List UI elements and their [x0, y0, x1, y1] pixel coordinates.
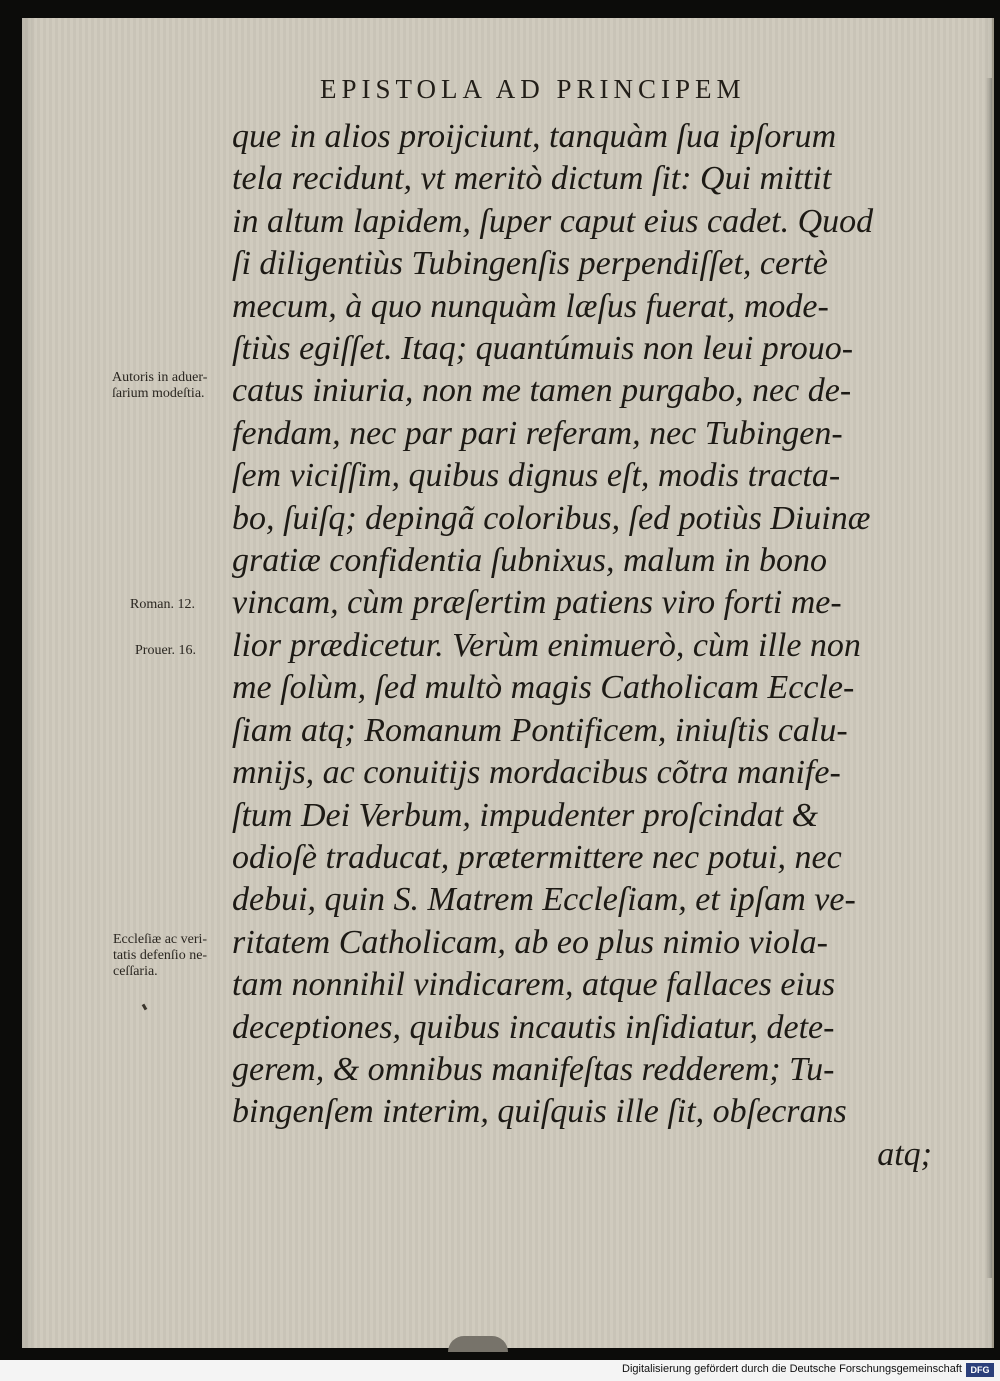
text-line: debui, quin S. Matrem Eccleſiam, et ipſam ve-	[232, 881, 856, 919]
text-line: lior prædicetur. Verùm enimuerò, cùm ille non	[232, 626, 861, 664]
margin-note-line: Roman. 12.	[130, 597, 195, 612]
text-line: ſtiùs egiſſet. Itaq; quantúmuis non leui prouo-	[232, 330, 854, 368]
footer-bar	[0, 1360, 1000, 1381]
funding-credit: Digitalisierung gefördert durch die Deutsche Forschungsgemeinschaft	[622, 1363, 962, 1375]
margin-note-line: tatis defenſio ne-	[113, 948, 208, 963]
text-line: que in alios proijciunt, tanquàm ſua ipſorum	[232, 118, 837, 155]
margin-note-line: Prouer. 16.	[135, 643, 197, 658]
text-line: ſem viciſſim, quibus dignus eſt, modis tracta-	[232, 457, 841, 495]
text-line: ſi diligentiùs Tubingenſis perpendiſſet, certè	[232, 245, 828, 283]
text-line: ritatem Catholicam, ab eo plus nimio viola-	[232, 923, 828, 961]
margin-note-line: ſarium modeſtia.	[112, 386, 205, 401]
text-line: mecum, à quo nunquàm læſus fuerat, mode-	[232, 287, 829, 325]
text-line: me ſolùm, ſed multò magis Catholicam Eccle-	[232, 669, 855, 707]
body-text	[232, 116, 932, 1176]
text-line: odioſè traducat, prætermittere nec potui, nec	[232, 838, 842, 876]
text-line: fendam, nec par pari referam, nec Tubingen-	[232, 414, 843, 452]
binding-mark	[448, 1336, 508, 1352]
text-line: deceptiones, quibus incautis inſidiatur, dete-	[232, 1008, 835, 1046]
text-line: ſiam atq; Romanum Pontificem, iniuſtis calu-	[232, 711, 848, 749]
text-line: catus iniuria, non me tamen purgabo, nec de-	[232, 372, 852, 410]
margin-note	[135, 643, 285, 659]
catchword: atq;	[877, 1135, 932, 1173]
text-line: bo, ſuiſq; depingã coloribus, ſed potiùs Diuinæ	[232, 499, 871, 537]
running-title: EPISTOLA AD PRINCIPEM	[320, 74, 746, 104]
text-line: tela recidunt, vt meritò dictum ſit: Qui mittit	[232, 160, 832, 198]
text-line: gratiæ confidentia ſubnixus, malum in bono	[232, 542, 827, 580]
text-line: ſtum Dei Verbum, impudenter proſcindat &	[232, 796, 819, 834]
dfg-logo-icon: DFG	[966, 1363, 994, 1377]
text-line: gerem, & omnibus manifeſtas redderem; Tu-	[232, 1050, 835, 1088]
margin-note	[113, 932, 263, 980]
margin-note-line: ceſſaria.	[113, 964, 158, 979]
margin-note	[112, 370, 262, 402]
text-line: vincam, cùm præſertim patiens viro forti me-	[232, 584, 842, 622]
text-line: in altum lapidem, ſuper caput eius cadet. Quod	[232, 202, 874, 240]
text-line: tam nonnihil vindicarem, atque fallaces eius	[232, 966, 836, 1004]
margin-note-line: Autoris in aduer-	[112, 370, 208, 385]
margin-note	[130, 597, 280, 613]
text-line: mnijs, ac conuitijs mordacibus cõtra manife-	[232, 754, 841, 792]
margin-note-line: Eccleſiæ ac veri-	[113, 932, 208, 947]
page-edge-shadow	[986, 78, 992, 1278]
text-line: bingenſem interim, quiſquis ille ſit, obſecrans	[232, 1093, 847, 1131]
